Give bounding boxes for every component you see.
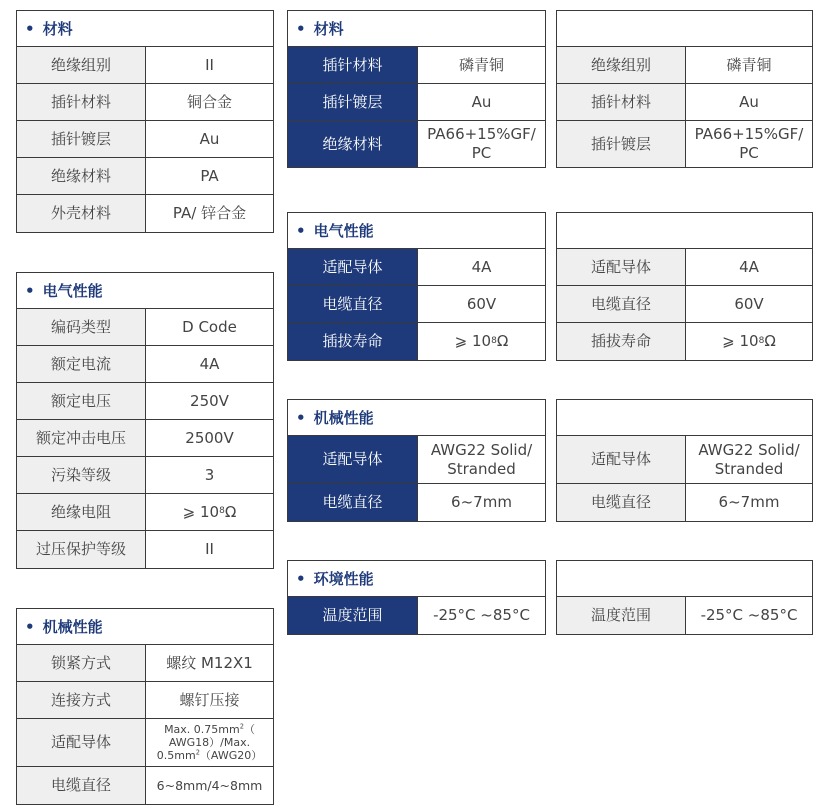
table-row (288, 47, 545, 84)
value-line-3: $0.5mm^2(AWG20)$ (156, 748, 263, 763)
row-value (146, 494, 273, 530)
row-label: 电缆直径 (288, 484, 418, 521)
bullet-icon: • (296, 221, 306, 240)
table-row (17, 457, 273, 494)
row-value: II (146, 531, 273, 568)
left-mechanical-header (17, 609, 273, 645)
row-value: Au (686, 84, 812, 120)
row-value: 3 (146, 457, 273, 493)
value-unit: Ω (224, 502, 237, 521)
right-material-table (556, 10, 813, 168)
row-value: 4A (418, 249, 545, 285)
value-text: ⩾ 10 (454, 332, 492, 351)
row-value: 磷青铜 (418, 47, 545, 83)
left-material-header (17, 11, 273, 47)
table-row (17, 121, 273, 158)
table-row (557, 597, 812, 634)
value-text: ⩾ 10 (722, 332, 759, 351)
row-label: 适配导体 (288, 436, 418, 483)
row-value: 6~8mm/4~8mm (146, 767, 273, 804)
table-row (288, 84, 545, 121)
right-material-header (557, 11, 812, 47)
row-value: 螺钉压接 (146, 682, 273, 718)
value-superscript: 8 (758, 335, 765, 346)
table-row (288, 323, 545, 360)
right-environment-table (556, 560, 813, 635)
row-label: 绝缘电阻 (17, 494, 146, 530)
row-value (146, 719, 273, 766)
bullet-icon: • (296, 408, 306, 427)
row-value: D Code (146, 309, 273, 345)
row-value: PA (146, 158, 273, 194)
row-label: 插针镀层 (17, 121, 146, 157)
right-mechanical-header (557, 400, 812, 436)
left-electrical-table (16, 272, 274, 569)
middle-material-table (287, 10, 546, 168)
middle-material-header (288, 11, 545, 47)
row-value: 磷青铜 (686, 47, 812, 83)
table-row (17, 767, 273, 804)
table-row (288, 249, 545, 286)
section-title: 材料 (42, 20, 73, 38)
value-line-1: Max. $0.75mm^2$（ (164, 722, 255, 736)
left-electrical-header (17, 273, 273, 309)
value-superscript: 8 (219, 506, 225, 517)
row-value: -25°C ~85°C (686, 597, 812, 634)
row-label: 插针材料 (288, 47, 418, 83)
row-label: 过压保护等级 (17, 531, 146, 568)
row-value: Au (418, 84, 545, 120)
left-mechanical-table (16, 608, 274, 805)
row-label: 额定电压 (17, 383, 146, 419)
row-label: 锁紧方式 (17, 645, 146, 681)
row-label: 电缆直径 (288, 286, 418, 322)
row-value: Au (146, 121, 273, 157)
table-row (557, 47, 812, 84)
table-row (288, 597, 545, 634)
row-label: 电缆直径 (557, 484, 686, 521)
row-value (418, 323, 545, 360)
left-material-table (16, 10, 274, 233)
table-row (17, 309, 273, 346)
value-text: ⩾ 10 (182, 502, 220, 521)
row-value: 2500V (146, 420, 273, 456)
middle-environment-header (288, 561, 545, 597)
row-label: 插针材料 (17, 84, 146, 120)
row-label: 电缆直径 (17, 767, 146, 804)
row-label: 污染等级 (17, 457, 146, 493)
row-value: 60V (418, 286, 545, 322)
middle-electrical-table (287, 212, 546, 361)
table-row (557, 286, 812, 323)
row-label: 插针镀层 (288, 84, 418, 120)
row-value: 螺纹 M12X1 (146, 645, 273, 681)
table-row (288, 121, 545, 167)
middle-mechanical-header (288, 400, 545, 436)
row-value: PA66+15%GF/ PC (418, 121, 545, 167)
table-row (17, 645, 273, 682)
row-label: 绝缘组别 (557, 47, 686, 83)
row-label: 插针镀层 (557, 121, 686, 167)
table-row (17, 84, 273, 121)
table-row (17, 195, 273, 232)
row-label: 适配导体 (17, 719, 146, 766)
row-label: 适配导体 (557, 436, 686, 483)
table-row (288, 484, 545, 521)
row-value (686, 323, 812, 360)
row-value: PA66+15%GF/ PC (686, 121, 812, 167)
row-label: 外壳材料 (17, 195, 146, 232)
right-environment-header (557, 561, 812, 597)
section-title: 电气性能 (313, 222, 374, 240)
table-row (17, 682, 273, 719)
row-value: AWG22 Solid/ Stranded (686, 436, 812, 483)
table-row (288, 436, 545, 484)
row-label: 适配导体 (557, 249, 686, 285)
row-value: 铜合金 (146, 84, 273, 120)
section-title: 机械性能 (42, 618, 103, 636)
row-label: 绝缘材料 (17, 158, 146, 194)
value-unit: Ω (764, 332, 776, 351)
row-label: 温度范围 (557, 597, 686, 634)
table-row (17, 158, 273, 195)
row-value: 6~7mm (686, 484, 812, 521)
row-label: 温度范围 (288, 597, 418, 634)
table-row (17, 383, 273, 420)
bullet-icon: • (25, 617, 35, 636)
row-value: PA/ 锌合金 (146, 195, 273, 232)
table-row (17, 346, 273, 383)
table-row (17, 531, 273, 568)
table-row (557, 436, 812, 484)
row-value: 4A (686, 249, 812, 285)
section-title: 电气性能 (42, 282, 103, 300)
bullet-icon: • (296, 19, 306, 38)
middle-electrical-header (288, 213, 545, 249)
table-row (288, 286, 545, 323)
bullet-icon: • (25, 19, 35, 38)
row-label: 绝缘材料 (288, 121, 418, 167)
table-row (17, 719, 273, 767)
row-value: -25°C ~85°C (418, 597, 545, 634)
row-label: 插拔寿命 (288, 323, 418, 360)
row-value: 6~7mm (418, 484, 545, 521)
row-label: 插针材料 (557, 84, 686, 120)
row-label: 额定电流 (17, 346, 146, 382)
right-mechanical-table (556, 399, 813, 522)
section-title: 环境性能 (313, 570, 374, 588)
table-row (557, 249, 812, 286)
right-electrical-header (557, 213, 812, 249)
row-label: 适配导体 (288, 249, 418, 285)
middle-environment-table (287, 560, 546, 635)
value-unit: Ω (496, 332, 509, 351)
row-label: 连接方式 (17, 682, 146, 718)
row-value: 4A (146, 346, 273, 382)
value-superscript: 8 (491, 335, 497, 346)
table-row (557, 484, 812, 521)
section-title: 材料 (313, 20, 344, 38)
row-label: 电缆直径 (557, 286, 686, 322)
bullet-icon: • (25, 281, 35, 300)
right-electrical-table (556, 212, 813, 361)
table-row (17, 420, 273, 457)
row-value: II (146, 47, 273, 83)
section-title: 机械性能 (313, 409, 374, 427)
row-label: 绝缘组别 (17, 47, 146, 83)
row-label: 编码类型 (17, 309, 146, 345)
bullet-icon: • (296, 569, 306, 588)
row-label: 插拔寿命 (557, 323, 686, 360)
row-value: 60V (686, 286, 812, 322)
value-line-2: AWG18）/Max. (168, 735, 251, 749)
row-value: 250V (146, 383, 273, 419)
middle-mechanical-table (287, 399, 546, 522)
table-row (17, 47, 273, 84)
table-row (17, 494, 273, 531)
row-value: AWG22 Solid/ Stranded (418, 436, 545, 483)
table-row (557, 121, 812, 167)
table-row (557, 84, 812, 121)
table-row (557, 323, 812, 360)
row-label: 额定冲击电压 (17, 420, 146, 456)
